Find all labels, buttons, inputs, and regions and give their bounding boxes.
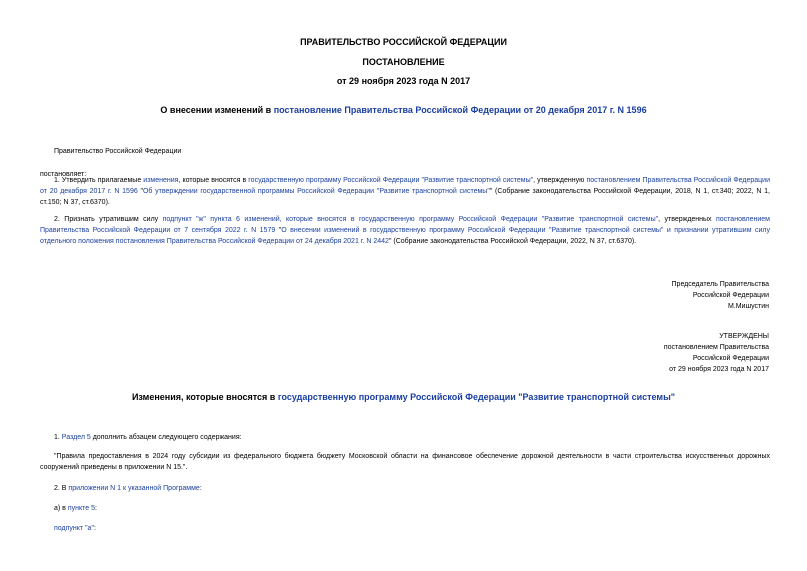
approval-line-4: от 29 ноября 2023 года N 2017: [669, 366, 769, 373]
p2-text-b: , утвержденных: [658, 216, 716, 223]
changes-title-prefix: Изменения, которые вносятся в: [131, 392, 278, 402]
government-heading: ПРАВИТЕЛЬСТВО РОССИЙСКОЙ ФЕДЕРАЦИИ: [300, 37, 507, 47]
subclause-a-link[interactable]: подпункт "а": [54, 525, 94, 532]
decree-1579-title-link[interactable]: О внесении изменений в государственную программу Российской Федерации "Развитие транспортной системы" и признании утратившим силу отдельного положения постановления Правительства Российской Федерации от 24 декабря 2021 г. N 2442: [40, 227, 770, 245]
p2-text-d: " (Собрание законодательства Российской Федерации, 2022, N 37, ст.6370).: [388, 238, 637, 245]
section-5-link[interactable]: Раздел 5: [61, 434, 91, 441]
item-1-text: дополнить абзацем следующего содержания:: [90, 434, 242, 441]
signature-country: Российской Федерации: [692, 292, 769, 299]
document-title: [0, 105, 807, 115]
item-2-number: 2. В: [54, 485, 69, 492]
approval-line-1: УТВЕРЖДЕНЫ: [719, 333, 769, 340]
approval-title-link[interactable]: Об утверждении государственной программы Российской Федерации "Развитие транспортной системы": [142, 188, 490, 195]
signature-name: М.Мишустин: [727, 303, 769, 310]
change-item-1: [54, 432, 242, 443]
appendix-1-link[interactable]: приложении N 1 к указанной Программе: [68, 485, 200, 492]
p2-text-a: 2. Признать утратившим силу: [54, 216, 163, 223]
item-a-number: а) в: [54, 505, 68, 512]
change-item-2: [54, 483, 202, 494]
approval-block: [664, 331, 769, 375]
decree-1596-ref-link[interactable]: постановлением Правительства Российской Федерации от 20 декабря 2017 г. N 1596: [40, 177, 770, 195]
document-date: от 29 ноября 2023 года N 2017: [336, 76, 471, 86]
approval-line-3: Российской Федерации: [692, 355, 769, 362]
subclause-zh-link[interactable]: подпункт "ж" пункта 6 изменений, которые вносятся в государственную программу Российской Федерации "Развитие транспортной системы": [162, 216, 659, 223]
p2-text-c: ": [275, 227, 282, 234]
changes-program-link[interactable]: государственную программу Российской Федерации "Развитие транспортной системы": [277, 392, 676, 402]
decree-1596-link[interactable]: постановление Правительства Российской Федерации от 20 декабря 2017 г. N 1596: [273, 105, 647, 115]
item-2-text: :: [199, 485, 202, 492]
p1-text-c: , утвержденную: [533, 177, 587, 184]
decree-word: постановляет:: [40, 171, 87, 178]
item-1-number: 1.: [54, 434, 62, 441]
paragraph-1: [40, 175, 770, 208]
change-subitem-a: [54, 523, 96, 534]
transport-program-link[interactable]: государственную программу Российской Федерации "Развитие транспортной системы": [248, 177, 534, 184]
quote-paragraph: "Правила предоставления в 2024 году субсидии из федерального бюджета бюджету Московской области на финансовое обеспечение дорожной деятельности в части строительства искусственных дорожных сооружений приведены в приложении N 15.".: [40, 453, 770, 471]
paragraph-2: [40, 214, 770, 247]
subitem-a-text: :: [93, 525, 96, 532]
p1-text-a: 1. Утвердить прилагаемые: [54, 177, 144, 184]
change-item-a: [54, 503, 97, 514]
changes-link[interactable]: изменения: [143, 177, 179, 184]
point-5-link[interactable]: пункте 5: [67, 505, 95, 512]
p1-text-d: ": [137, 188, 143, 195]
document-type: ПОСТАНОВЛЕНИЕ: [362, 57, 445, 67]
changes-title: [0, 392, 807, 402]
decree-1579-link[interactable]: постановлением Правительства Российской Федерации от 7 сентября 2022 г. N 1579: [40, 216, 770, 234]
item-a-text: :: [95, 505, 97, 512]
signature-block: [672, 279, 769, 312]
document-title-prefix: О внесении изменений в: [160, 105, 274, 115]
signature-position: Председатель Правительства: [671, 281, 769, 288]
approval-line-2: постановлением Правительства: [663, 344, 769, 351]
p1-text-b: , которые вносятся в: [178, 177, 249, 184]
p1-text-e: " (Собрание законодательства Российской Федерации, 2018, N 1, ст.340; 2022, N 1, ст.150; N 37, ст.6370).: [40, 188, 770, 206]
intro-text: Правительство Российской Федерации: [54, 148, 182, 155]
